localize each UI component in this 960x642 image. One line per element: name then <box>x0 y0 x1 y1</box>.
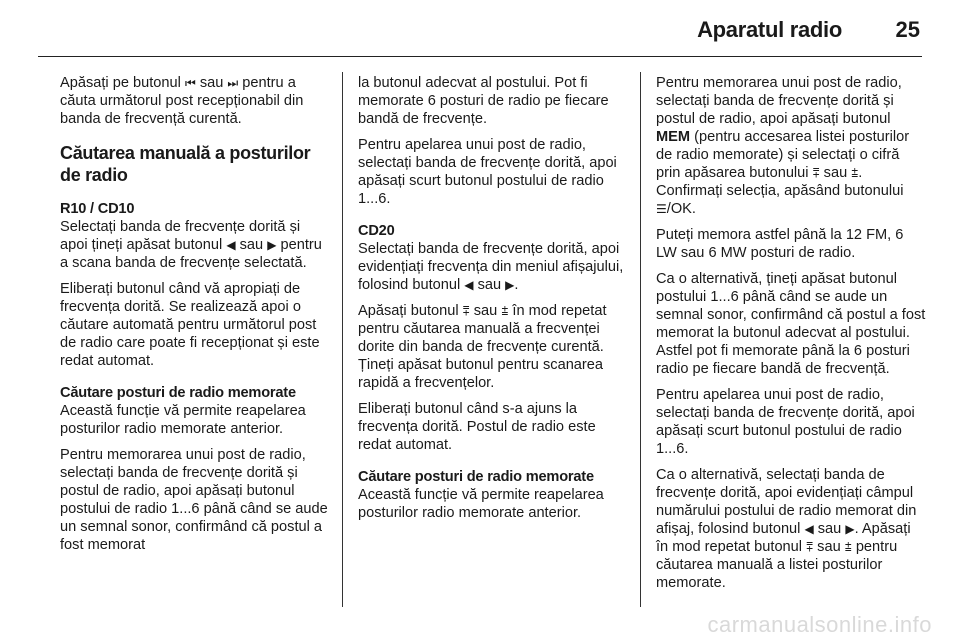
left-arrow-icon: ◀ <box>226 238 236 252</box>
paragraph: Pentru memorarea unui post de radio, selectați banda de frecvențe dorită și postul de radio, apoi apăsați butonul MEM (pentru accesarea listei posturilor de radio memorate) și selectați o cifră prin apăsarea butonului ⩱ sau ⩲. Confirmați selecția, apăsând butonului ☰/OK. <box>656 75 910 217</box>
paragraph: R10 / CD10 Selectați banda de frecvențe dorită și apoi țineți apăsat butonul ◀ sau ▶ pentru a scana banda de frecvențe selectată. <box>60 200 330 272</box>
column-divider-1 <box>342 72 343 607</box>
paragraph: Apăsați butonul ⩱ sau ⩲ în mod repetat pentru căutarea manuală a frecvenței dorite din banda de frecvențe curentă. Țineți apăsat butonul pentru scanarea rapidă a frecvențelor. <box>358 303 607 391</box>
paragraph: Eliberați butonul când vă apropiați de frecvența dorită. Se realizează apoi o căutare automată pentru următorul post de radio care poate fi recepționat și este redat automat. <box>60 281 320 369</box>
header-rule <box>38 56 922 57</box>
paragraph: Căutare posturi de radio memorate Această funcție vă permite reapelarea posturilor radio memorate anterior. <box>60 384 330 438</box>
tune-down-icon: ⩱ <box>806 540 814 554</box>
paragraph: Apăsați pe butonul ⏮ sau ⏭ pentru a căuta următorul post recepționabil din banda de frecvență curentă. <box>60 75 304 127</box>
paragraph: Ca o alternativă, selectați banda de frecvențe dorită, apoi evidențiați câmpul numărului postului de radio memorat din afișaj, folosind butonul ◀ sau ▶. Apăsați în mod repetat butonul ⩱ sau ⩲ pentru căutarea manuală a listei posturilor memorate. <box>656 467 917 591</box>
column-2 <box>358 74 628 530</box>
tune-up-icon: ⩲ <box>844 540 852 554</box>
tune-down-icon: ⩱ <box>462 304 470 318</box>
column-divider-2 <box>640 72 641 607</box>
column-3 <box>656 74 926 600</box>
tune-down-icon: ⩱ <box>812 166 820 180</box>
paragraph: Căutare posturi de radio memorate Această funcție vă permite reapelarea posturilor radio memorate anterior. <box>358 468 628 522</box>
paragraph: Eliberați butonul când s-a ajuns la frecvența dorită. Postul de radio este redat automat. <box>358 401 596 453</box>
mem-button-label: MEM <box>656 129 691 145</box>
paragraph: Pentru apelarea unui post de radio, selectați banda de frecvențe dorită, apoi apăsați scurt butonul postului de radio 1...6. <box>656 387 915 457</box>
watermark: carmanualsonline.info <box>707 612 932 637</box>
paragraph: Pentru memorarea unui post de radio, selectați banda de frecvențe dorită și postul de radio, apoi apăsați butonul postului de radio 1...6 până când se aude un semnal sonor, confirmând că postul a fost memorat <box>60 447 328 553</box>
page-header <box>0 0 960 60</box>
page-number: 25 <box>895 17 920 42</box>
tune-up-icon: ⩲ <box>501 304 509 318</box>
paragraph: Pentru apelarea unui post de radio, selectați banda de frecvențe dorită, apoi apăsați scurt butonul postului de radio 1...6. <box>358 137 617 207</box>
page-title: Aparatul radio <box>697 17 842 42</box>
column-1 <box>60 74 330 562</box>
right-arrow-icon: ▶ <box>267 238 277 252</box>
right-arrow-icon: ▶ <box>505 278 515 292</box>
section-heading: Căutarea manuală a posturilor de radio <box>60 143 311 185</box>
tune-up-icon: ⩲ <box>851 166 859 180</box>
subheading: Căutare posturi de radio memorate <box>60 385 296 401</box>
subheading: R10 / CD10 <box>60 201 135 217</box>
seek-back-icon: ⏮ <box>184 76 196 90</box>
menu-icon: ☰ <box>656 202 667 216</box>
subheading: CD20 <box>358 223 395 239</box>
left-arrow-icon: ◀ <box>464 278 474 292</box>
paragraph: CD20 Selectați banda de frecvențe dorită, apoi evidențiați frecvența din meniul afișajului, folosind butonul ◀ sau ▶. <box>358 222 628 294</box>
seek-forward-icon: ⏭ <box>227 76 239 90</box>
subheading: Căutare posturi de radio memorate <box>358 469 594 485</box>
left-arrow-icon: ◀ <box>804 522 814 536</box>
paragraph: Ca o alternativă, țineți apăsat butonul postului 1...6 până când se aude un semnal sonor, confirmând că postul a fost memorat la butonul adecvat al postului. Astfel pot fi memorate până la 6 posturi radio pe fiecare bandă de frecvență. <box>656 271 926 377</box>
right-arrow-icon: ▶ <box>845 522 855 536</box>
paragraph: la butonul adecvat al postului. Pot fi memorate 6 posturi de radio pe fiecare bandă de frecvențe. <box>358 75 609 127</box>
paragraph: Puteți memora astfel până la 12 FM, 6 LW sau 6 MW posturi de radio. <box>656 227 904 261</box>
